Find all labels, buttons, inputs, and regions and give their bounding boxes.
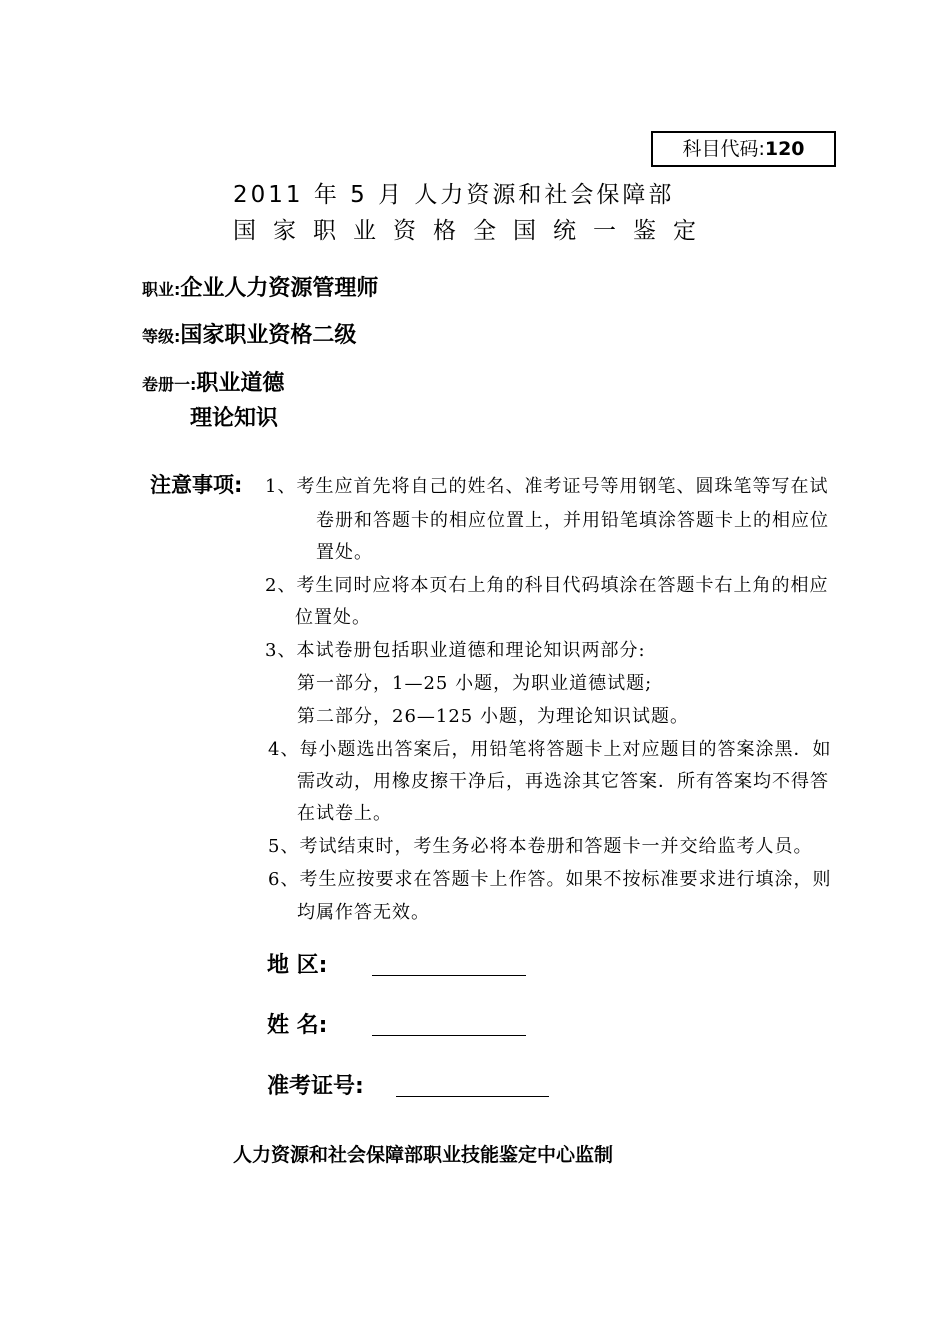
notice-line: 第一部分，1—25 小题，为职业道德试题;	[297, 673, 653, 694]
occupation-row	[142, 271, 378, 302]
subject-code-box	[651, 131, 836, 167]
notice-line: 置处。	[316, 542, 373, 563]
title-line-2: 国家职业资格全国统一鉴定	[233, 218, 713, 244]
subject-code-label: 科目代码:	[682, 138, 765, 160]
notice-line: 2、考生同时应将本页右上角的科目代码填涂在答题卡右上角的相应	[265, 575, 829, 596]
notice-line: 位置处。	[295, 607, 371, 628]
volume-row	[142, 366, 284, 397]
volume-value-1: 职业道德	[196, 371, 285, 396]
name-label: 姓 名:	[267, 1013, 328, 1038]
ticket-number-input-line[interactable]	[396, 1096, 549, 1097]
notice-line: 5、考试结束时，考生务必将本卷册和答题卡一并交给监考人员。	[268, 836, 813, 857]
ticket-number-label: 准考证号:	[267, 1074, 364, 1099]
name-input-line[interactable]	[372, 1035, 526, 1036]
region-input-line[interactable]	[372, 975, 526, 976]
notice-line: 在试卷上。	[297, 803, 392, 824]
notice-line: 4、每小题选出答案后，用铅笔将答题卡上对应题目的答案涂黑．如	[268, 739, 832, 760]
notice-line: 卷册和答题卡的相应位置上，并用铅笔填涂答题卡上的相应位	[316, 510, 829, 531]
volume-label: 卷册一:	[142, 375, 197, 394]
region-label: 地 区:	[267, 953, 328, 978]
level-label: 等级:	[142, 327, 181, 346]
level-value: 国家职业资格二级	[180, 323, 357, 348]
level-row	[142, 318, 356, 349]
notice-line: 1、考生应首先将自己的姓名、准考证号等用钢笔、圆珠笔等写在试	[265, 476, 829, 497]
footer-issuer: 人力资源和社会保障部职业技能鉴定中心监制	[233, 1144, 614, 1166]
title-line-1: 2011 年 5 月 人力资源和社会保障部	[233, 182, 675, 208]
volume-value-2: 理论知识	[190, 406, 279, 431]
notice-line: 均属作答无效。	[297, 902, 430, 923]
notice-line: 6、考生应按要求在答题卡上作答。如果不按标准要求进行填涂，则	[268, 869, 832, 890]
notice-heading: 注意事项:	[150, 473, 243, 497]
notice-line: 3、本试卷册包括职业道德和理论知识两部分:	[265, 640, 646, 661]
notice-line: 需改动，用橡皮擦干净后，再选涂其它答案．所有答案均不得答	[297, 771, 829, 792]
occupation-value: 企业人力资源管理师	[180, 276, 379, 301]
notice-line: 第二部分，26—125 小题，为理论知识试题。	[297, 706, 689, 727]
subject-code-value: 120	[764, 138, 805, 160]
occupation-label: 职业:	[142, 280, 181, 299]
